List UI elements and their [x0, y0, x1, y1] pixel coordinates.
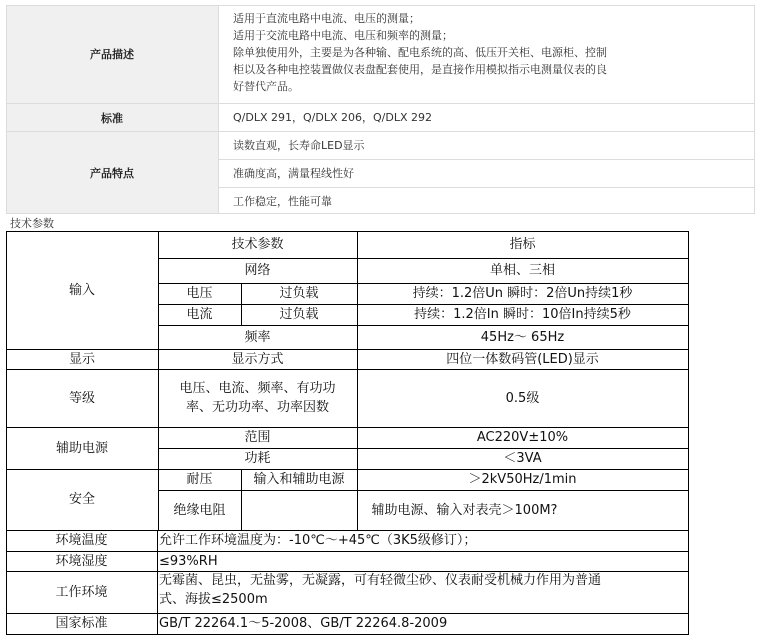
standard-value: Q/DLX 291，Q/DLX 206，Q/DLX 292	[233, 111, 432, 124]
aux-consumption-value: ＜3VA	[503, 451, 542, 466]
header-index: 指标	[509, 237, 536, 252]
feature-item: 读数直观，长寿命LED显示	[219, 132, 755, 160]
voltage-sub: 过负载	[279, 286, 319, 301]
frequency-value: 45Hz～ 65Hz	[480, 329, 565, 345]
grade-label: 等级	[68, 390, 95, 406]
withstand-label: 耐压	[186, 472, 213, 487]
grade-param	[158, 369, 357, 427]
input-label: 输入	[68, 282, 95, 298]
features-label: 产品特点	[6, 132, 219, 213]
national-std-label: 国家标准	[55, 616, 108, 631]
standard-row	[6, 104, 755, 132]
voltage-label: 电压	[186, 286, 213, 301]
aux-range-label: 范围	[244, 430, 271, 445]
display-value: 四位一体数码管(LED)显示	[446, 351, 599, 367]
work-env-label: 工作环境	[55, 584, 108, 600]
feature-item: 工作稳定，性能可靠	[233, 195, 332, 208]
withstand-value: ＞2kV50Hz/1min	[468, 472, 577, 487]
aux-consumption-label: 功耗	[244, 451, 271, 466]
safety-label: 安全	[68, 492, 95, 507]
features-row	[6, 132, 755, 213]
frequency-label: 频率	[244, 329, 271, 345]
current-label: 电流	[186, 307, 213, 322]
env-temp-value: 允许工作环境温度为：-10℃～+45℃（3K5级修订）；	[159, 533, 477, 548]
work-env-line: 无霉菌、昆虫，无盐雾，无凝露，可有轻微尘砂、仪表耐受机械力作用为普通	[159, 573, 602, 588]
description-line: 柜以及各种电控装置做仪表盘配套使用，是直接作用模拟指示电测量仪表的良	[233, 63, 607, 76]
insulation-value: 辅助电源、输入对表壳＞100M?	[371, 502, 558, 518]
current-value: 持续：1.2倍In 瞬时：10倍In持续5秒	[414, 307, 631, 322]
work-env-line: 式、海拔≤2500m	[159, 592, 268, 607]
description-line: 除单独使用外，主要是为各种输、配电系统的高、低压开关柜、电源柜、控制	[233, 46, 607, 59]
standard-label: 标准	[6, 104, 219, 131]
env-humidity-label: 环境湿度	[55, 553, 108, 569]
voltage-value: 持续：1.2倍Un 瞬时：2倍Un持续1秒	[412, 286, 633, 301]
withstand-sub: 输入和辅助电源	[253, 472, 345, 487]
description-value	[219, 5, 755, 103]
feature-item: 准确度高，满量程线性好	[219, 160, 755, 188]
network-label: 网络	[244, 263, 271, 278]
display-label: 显示	[68, 351, 95, 367]
aux-power-label: 辅助电源	[55, 440, 108, 456]
current-sub: 过负载	[279, 307, 319, 322]
env-temp-label: 环境温度	[55, 533, 108, 548]
display-param: 显示方式	[231, 351, 284, 367]
env-humidity-value: ≤93%RH	[159, 553, 218, 569]
description-line: 好替代产品。	[233, 80, 299, 93]
header-param: 技术参数	[231, 237, 284, 252]
description-row	[6, 5, 755, 104]
grade-value: 0.5级	[505, 390, 540, 406]
national-std-value: GB/T 22264.1～5-2008、GB/T 22264.8-2009	[159, 616, 448, 631]
description-line: 适用于直流电路中电流、电压的测量；	[233, 12, 420, 25]
work-env-value	[157, 571, 688, 613]
grade-param-line: 率、无功功率、功率因数	[185, 400, 329, 415]
insulation-label: 绝缘电阻	[173, 502, 226, 518]
product-info-table	[6, 5, 755, 213]
description-line: 适用于交流电路中电流、电压和频率的测量；	[233, 29, 453, 42]
grade-param-line: 电压、电流、频率、有功功	[179, 381, 336, 396]
description-label: 产品描述	[6, 5, 219, 103]
tech-params-caption: 技术参数	[10, 217, 54, 230]
network-value: 单相、三相	[489, 263, 555, 278]
aux-range-value: AC220V±10%	[476, 430, 569, 445]
